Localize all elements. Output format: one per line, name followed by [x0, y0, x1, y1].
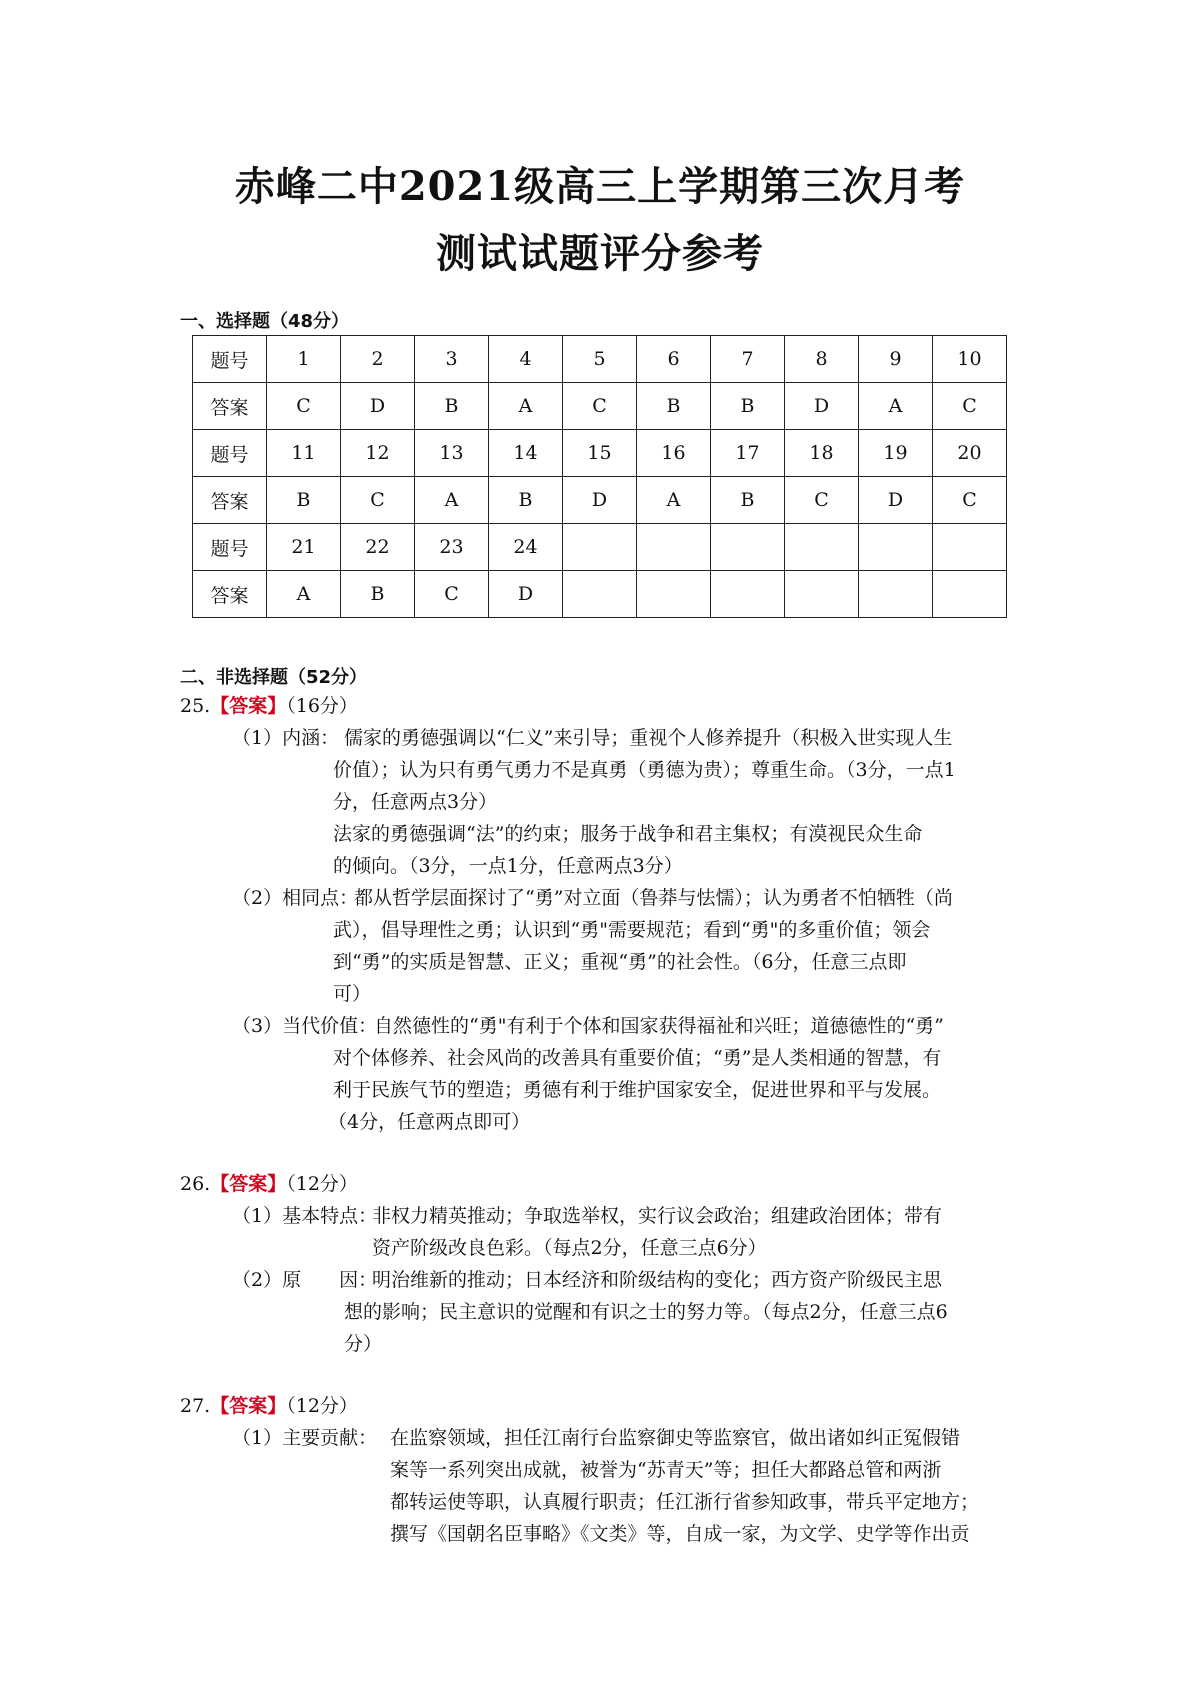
table-cell [933, 571, 1007, 618]
table-cell: 18 [785, 430, 859, 477]
table-cell: A [637, 477, 711, 524]
text-line: 的倾向。（3分，一点1分，任意两点3分） [333, 855, 683, 877]
text-line: 资产阶级改良色彩。（每点2分，任意三点6分） [372, 1237, 767, 1259]
table-cell: A [859, 383, 933, 430]
title-line-2: 测试试题评分参考 [436, 230, 764, 277]
table-row [193, 383, 1007, 430]
q25-score: （16分） [286, 695, 358, 717]
q26-part-2-body [344, 1264, 1044, 1360]
q25-part-2-body [333, 882, 1044, 1010]
table-row-header: 题号 [193, 524, 267, 571]
q26-part-1-body [372, 1200, 1052, 1264]
text-line: 儒家的勇德强调以“仁义”来引导；重视个人修养提升（积极入世实现人生 [344, 727, 953, 749]
text-line: （4分，任意两点即可） [328, 1111, 531, 1133]
section-choice-heading: 一、选择题（48分） [180, 311, 350, 332]
table-cell: 21 [267, 524, 341, 571]
table-cell: 10 [933, 336, 1007, 383]
q25-part-3-body [328, 1010, 1044, 1138]
table-cell: 14 [489, 430, 563, 477]
table-cell: 15 [563, 430, 637, 477]
q26-answer-tag: 【答案】 [210, 1173, 287, 1195]
table-cell: 22 [341, 524, 415, 571]
table-cell: B [489, 477, 563, 524]
text-line: 分） [344, 1333, 383, 1355]
table-cell [859, 524, 933, 571]
table-cell: 17 [711, 430, 785, 477]
table-cell: 4 [489, 336, 563, 383]
text-line: 武），倡导理性之勇；认识到“勇"需要规范；看到“勇"的多重价值；领会 [333, 919, 931, 941]
q25-part-3-label: （3）当代价值： [232, 1015, 378, 1037]
table-cell: 16 [637, 430, 711, 477]
text-line: 都从哲学层面探讨了“勇”对立面（鲁莽与怯懦）；认为勇者不怕牺牲（尚 [354, 887, 953, 909]
text-line: 可） [333, 983, 372, 1005]
text-line: 撰写《国朝名臣事略》《文类》等，自成一家，为文学、史学等作出贡 [390, 1523, 970, 1545]
q25-part-1-label: （1）内涵： [232, 727, 340, 749]
text-line: 想的影响；民主意识的觉醒和有识之士的努力等。（每点2分，任意三点6 [344, 1301, 948, 1323]
table-row-header: 题号 [193, 336, 267, 383]
table-cell: D [563, 477, 637, 524]
answer-table [192, 335, 1007, 618]
q26-header [180, 1168, 358, 1200]
section-nonchoice-heading: 二、非选择题（52分） [180, 667, 368, 688]
q26-number: 26. [180, 1173, 211, 1195]
q25-answer-tag: 【答案】 [210, 695, 287, 717]
table-cell: B [341, 571, 415, 618]
table-cell: D [489, 571, 563, 618]
q27-number: 27. [180, 1395, 211, 1417]
table-cell [785, 524, 859, 571]
table-cell [785, 571, 859, 618]
q25-header [180, 690, 358, 722]
table-row-header: 答案 [193, 477, 267, 524]
q25-part-2-label: （2）相同点： [232, 887, 359, 909]
table-cell: B [637, 383, 711, 430]
table-cell: 24 [489, 524, 563, 571]
text-line: 分，任意两点3分） [333, 791, 498, 813]
text-line: 非权力精英推动；争取选举权，实行议会政治；组建政治团体；带有 [372, 1205, 943, 1227]
table-cell: C [267, 383, 341, 430]
table-cell: B [711, 383, 785, 430]
q27-header [180, 1390, 358, 1422]
table-cell: D [859, 477, 933, 524]
table-cell [637, 571, 711, 618]
q25-part-1-body [333, 722, 1044, 882]
table-cell: C [933, 477, 1007, 524]
table-cell: 20 [933, 430, 1007, 477]
q26-part-2-label: （2）原 因： [232, 1269, 378, 1291]
table-row [193, 477, 1007, 524]
text-line: 都转运使等职，认真履行职责；任江浙行省参知政事，带兵平定地方； [390, 1491, 980, 1513]
table-cell: D [341, 383, 415, 430]
q27-answer-tag: 【答案】 [210, 1395, 287, 1417]
table-cell: C [563, 383, 637, 430]
table-row [193, 430, 1007, 477]
table-cell: A [489, 383, 563, 430]
table-cell: C [415, 571, 489, 618]
q27-score: （12分） [286, 1395, 358, 1417]
q27-part-1-label: （1）主要贡献： [232, 1427, 378, 1449]
table-cell: 2 [341, 336, 415, 383]
text-line: 明治维新的推动；日本经济和阶级结构的变化；西方资产阶级民主思 [372, 1269, 943, 1291]
title-line-1: 赤峰二中2021级高三上学期第三次月考 [234, 163, 966, 210]
table-cell: B [711, 477, 785, 524]
table-row-header: 题号 [193, 430, 267, 477]
text-line: 自然德性的“勇"有利于个体和国家获得福祉和兴旺；道德德性的“勇” [374, 1015, 944, 1037]
table-cell: 11 [267, 430, 341, 477]
table-cell: 23 [415, 524, 489, 571]
table-cell: C [933, 383, 1007, 430]
table-cell [711, 571, 785, 618]
table-row [193, 571, 1007, 618]
table-cell [563, 524, 637, 571]
q27-part-1-body [390, 1422, 1050, 1550]
table-cell: 7 [711, 336, 785, 383]
table-cell: 19 [859, 430, 933, 477]
table-row-header: 答案 [193, 571, 267, 618]
table-row [193, 524, 1007, 571]
table-cell: D [785, 383, 859, 430]
table-cell: 8 [785, 336, 859, 383]
table-cell [933, 524, 1007, 571]
table-cell: C [785, 477, 859, 524]
table-cell: 12 [341, 430, 415, 477]
text-line: 法家的勇德强调“法”的约束；服务于战争和君主集权；有漠视民众生命 [333, 823, 923, 845]
table-cell [637, 524, 711, 571]
q25-number: 25. [180, 695, 211, 717]
table-cell: B [415, 383, 489, 430]
table-cell: 6 [637, 336, 711, 383]
q26-score: （12分） [286, 1173, 358, 1195]
text-line: 在监察领域，担任江南行台监察御史等监察官，做出诸如纠正冤假错 [390, 1427, 961, 1449]
text-line: 对个体修养、社会风尚的改善具有重要价值；“勇”是人类相通的智慧，有 [333, 1047, 942, 1069]
text-line: 利于民族气节的塑造；勇德有利于维护国家安全，促进世界和平与发展。 [333, 1079, 942, 1101]
table-cell: B [267, 477, 341, 524]
table-cell [859, 571, 933, 618]
q26-part-1-label: （1）基本特点： [232, 1205, 378, 1227]
table-cell: 3 [415, 336, 489, 383]
text-line: 到“勇”的实质是智慧、正义；重视“勇”的社会性。（6分，任意三点即 [333, 951, 907, 973]
table-cell: 13 [415, 430, 489, 477]
table-cell: A [267, 571, 341, 618]
table-cell: C [341, 477, 415, 524]
table-row [193, 336, 1007, 383]
table-cell: 5 [563, 336, 637, 383]
table-cell: 9 [859, 336, 933, 383]
table-cell [563, 571, 637, 618]
text-line: 价值）；认为只有勇气勇力不是真勇（勇德为贵）；尊重生命。（3分，一点1 [333, 759, 956, 781]
table-cell [711, 524, 785, 571]
table-cell: A [415, 477, 489, 524]
table-cell: 1 [267, 336, 341, 383]
text-line: 案等一系列突出成就，被誉为“苏青天”等；担任大都路总管和两浙 [390, 1459, 942, 1481]
table-row-header: 答案 [193, 383, 267, 430]
